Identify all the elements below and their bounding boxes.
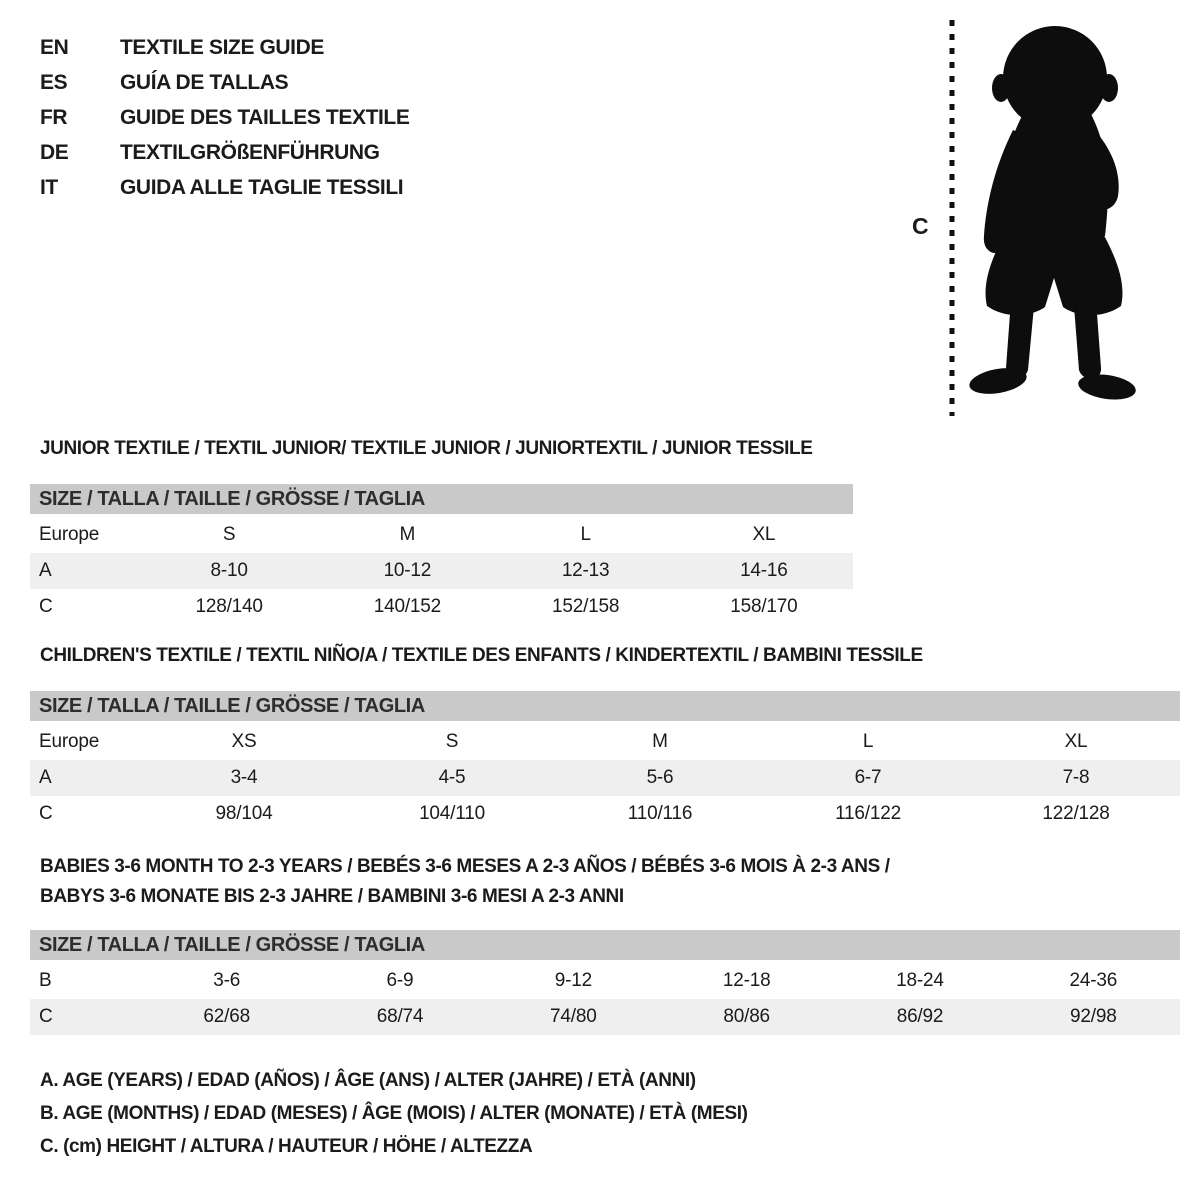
babies-section-title-line2: BABYS 3-6 MONATE BIS 2-3 JAHRE / BAMBINI 3-6 MESI A 2-3 ANNI [40,886,624,907]
height-cell: 158/170 [730,596,798,617]
height-cell: 74/80 [550,1006,597,1027]
height-cell: 122/128 [1042,803,1110,824]
language-code: DE [40,140,69,164]
row-label: C [39,596,53,617]
size-cell: M [399,524,416,545]
language-row-fr [40,100,409,135]
size-cell: XL [1064,731,1088,752]
age-cell: 5-6 [646,767,674,788]
height-cell: 80/86 [723,1006,770,1027]
babies-section-title-line1: BABIES 3-6 MONTH TO 2-3 YEARS / BEBÉS 3-6 MESES A 2-3 AÑOS / BÉBÉS 3-6 MOIS À 2-3 ANS / [40,856,890,877]
size-cell: S [445,731,459,752]
height-cell: 98/104 [215,803,273,824]
row-label: Europe [39,524,100,545]
height-cell: 110/116 [627,803,693,824]
language-row-it [40,170,409,205]
language-code: IT [40,175,58,199]
age-cell: 10-12 [383,560,432,581]
height-cell: 116/122 [835,803,901,824]
table-row [30,796,1180,832]
language-code: FR [40,105,68,129]
guide-title-de: TEXTILGRÖßENFÜHRUNG [120,140,380,164]
guide-title-en: TEXTILE SIZE GUIDE [120,35,324,59]
children-section-title: CHILDREN'S TEXTILE / TEXTIL NIÑO/A / TEXTILE DES ENFANTS / KINDERTEXTIL / BAMBINI TESSILE [40,645,923,666]
size-header-bar: SIZE / TALLA / TAILLE / GRÖSSE / TAGLIA [30,691,1180,721]
size-cell: M [652,731,668,752]
row-label: A [39,560,52,581]
language-code: ES [40,70,68,94]
height-cell: 128/140 [195,596,263,617]
age-cell: 4-5 [438,767,466,788]
junior-section-title: JUNIOR TEXTILE / TEXTIL JUNIOR/ TEXTILE JUNIOR / JUNIORTEXTIL / JUNIOR TESSILE [40,438,813,459]
age-cell: 6-9 [386,970,414,991]
height-cell: 62/68 [203,1006,250,1027]
table-row [30,517,853,553]
height-cell: 92/98 [1070,1006,1117,1027]
height-cell: 86/92 [896,1006,944,1027]
table-row [30,999,1180,1035]
legend-age-years: A. AGE (YEARS) / EDAD (AÑOS) / ÂGE (ANS) / ALTER (JAHRE) / ETÀ (ANNI) [40,1069,696,1091]
table-row [30,963,1180,999]
legend-age-months: B. AGE (MONTHS) / EDAD (MESES) / ÂGE (MOIS) / ALTER (MONATE) / ETÀ (MESI) [40,1102,748,1124]
age-cell: 14-16 [740,560,788,581]
height-cell: 140/152 [373,596,442,617]
size-cell: XS [231,731,257,752]
row-label: C [39,1006,53,1027]
age-cell: 24-36 [1069,970,1118,991]
age-cell: 8-10 [210,560,248,581]
size-cell: XL [752,524,776,545]
legend-height-cm: C. (cm) HEIGHT / ALTURA / HAUTEUR / HÖHE / ALTEZZA [40,1135,533,1157]
height-cell: 104/110 [419,803,485,824]
height-cell: 68/74 [376,1006,424,1027]
height-measure-figure [895,8,1155,428]
size-cell: S [222,524,236,545]
height-cell: 152/158 [551,596,620,617]
babies-size-table [30,930,1180,1035]
guide-title-fr: GUIDE DES TAILLES TEXTILE [120,105,410,129]
language-code: EN [40,35,69,59]
age-cell: 18-24 [896,970,944,991]
row-label: B [39,970,52,991]
legend [40,1064,748,1163]
row-label: Europe [39,731,100,752]
age-cell: 9-12 [554,970,592,991]
guide-title-it: GUIDA ALLE TAGLIE TESSILI [120,175,404,199]
age-cell: 3-6 [213,970,241,991]
table-row [30,760,1180,796]
row-label: A [39,767,52,788]
toddler-silhouette-icon [895,8,1155,428]
table-row [30,553,853,589]
age-cell: 7-8 [1062,767,1090,788]
language-row-en [40,30,409,65]
row-label: C [39,803,53,824]
age-cell: 12-18 [722,970,771,991]
age-cell: 6-7 [854,767,882,788]
size-cell: L [862,731,874,752]
language-title-list [40,30,409,205]
size-header-bar: SIZE / TALLA / TAILLE / GRÖSSE / TAGLIA [30,930,1180,960]
language-row-de [40,135,409,170]
guide-title-es: GUÍA DE TALLAS [120,70,289,94]
junior-size-table [30,484,853,625]
table-row [30,724,1180,760]
language-row-es [40,65,409,100]
size-cell: L [580,524,591,545]
table-row [30,589,853,625]
age-cell: 3-4 [230,767,258,788]
measure-label-c: C [912,213,929,239]
children-size-table [30,691,1180,832]
size-header-bar: SIZE / TALLA / TAILLE / GRÖSSE / TAGLIA [30,484,853,514]
age-cell: 12-13 [561,560,610,581]
